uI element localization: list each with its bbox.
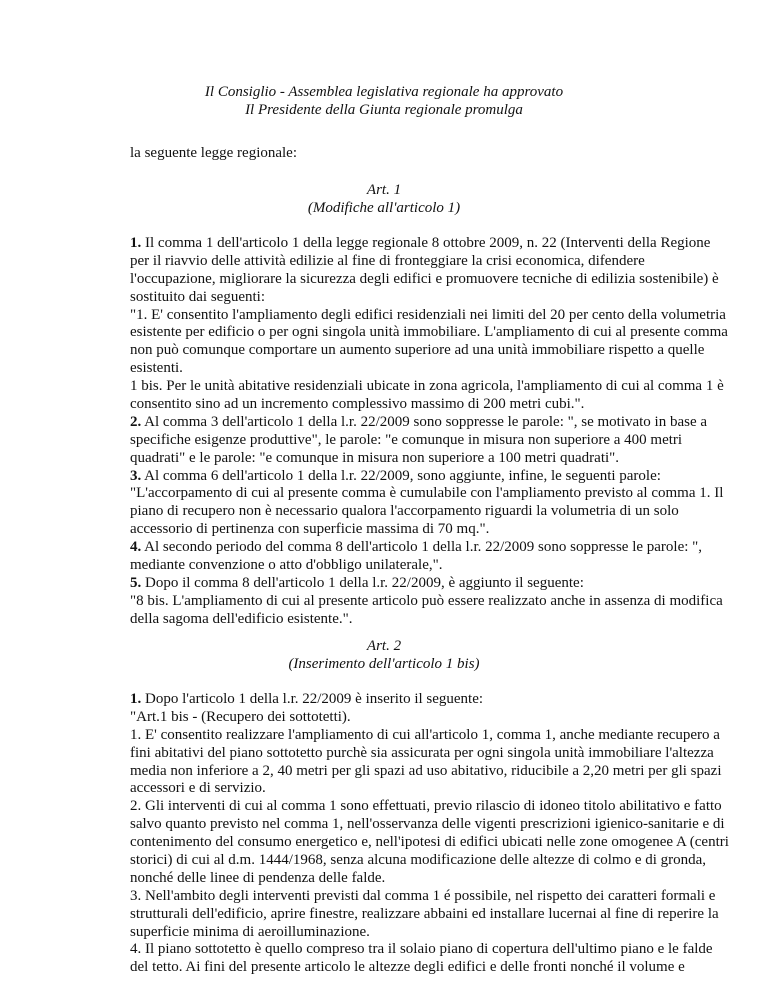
text-line [130,798,722,816]
text-line [130,467,661,486]
line-text: 4. Il piano sottotetto è quello compreso tra il solaio piano di copertura dell'ultimo piano e le falde [130,941,713,958]
line-text: 2. Gli interventi di cui al comma 1 sono effettuati, previo rilascio di idoneo titolo abilitativo e fatto [130,798,722,815]
text-line [130,378,724,396]
text-line [130,342,705,360]
line-text: salvo quanto previsto nel comma 1, nell'osservanza delle vigenti prescrizioni igienico-sanitarie e di [130,816,725,833]
text-line [130,270,719,289]
text-line [130,521,650,539]
line-text: mediante convenzione o atto d'obbligo unilaterale,". [130,557,443,574]
text-line [130,396,650,414]
text-line [130,726,720,745]
line-text: 3. Nell'ambito degli interventi previsti dal comma 1 é possibile, nel rispetto dei caratteri formali e [130,887,716,904]
line-text: della sagoma dell'edificio esistente.". [130,610,353,627]
text-line [130,834,729,852]
text-line [130,557,650,575]
line-text: quadrati" e le parole: "e comunque in misura non superiore a 100 metri quadrati". [130,449,620,466]
text-line [130,503,679,521]
line-text: media non inferiore a 2, 40 metri per gli spazi ad uso abitativo, riducibile a 2,20 metri per gli spazi [130,762,722,779]
line-text: accessori e di servizio. [130,780,266,797]
text-line [130,941,713,959]
text-line [130,324,728,342]
line-text: storici) di cui al d.m. 1444/1968, senza alcuna modificazione delle altezze di colmo e di gronda, [130,852,707,869]
line-text: piano di recupero non è necessario qualora l'accorpamento riguardi la volumetria di un solo [130,503,679,520]
intro-text: la seguente legge regionale: [130,145,298,161]
text-line [130,306,726,325]
text-line [130,709,650,727]
text-line [130,611,650,629]
line-text: 1 bis. Per le unità abitative residenziali ubicate in zona agricola, l'ampliamento di cui al comma 1 è [130,378,724,395]
header-line-promulgation: Il Presidente della Giunta regionale promulga [245,102,523,118]
line-text: per il riavvio delle attività edilizie al fine di fronteggiare la crisi economica, difendere [130,252,645,269]
paragraph-number: 1. [130,235,142,251]
text-line [130,905,719,924]
line-text: strutturali dell'edificio, aprire finestre, realizzare abbaini ed installare lucernai al fine di reperire la [130,905,719,922]
line-text: esistenti. [130,360,183,377]
text-line [130,539,703,557]
line-text: accessorio di pertinenza con superficie massima di 70 mq.". [130,521,490,538]
line-text: "1. E' consentito l'ampliamento degli edifici residenziali nei limiti del 20 per cento della volumetria [130,306,726,323]
text-line [130,360,650,378]
line-text: nonché delle linee di pendenza delle falde. [130,869,386,886]
line-text: esistente per edificio o per ogni singola unità immobiliare. L'ampliamento di cui al presente comma [130,324,728,341]
line-text: sostituito dai seguenti: [130,288,265,305]
text-line [130,852,707,870]
text-line [130,289,650,307]
paragraph-number: 1. [130,691,142,707]
line-text: Al comma 6 dell'articolo 1 della l.r. 22/2009, sono aggiunte, infine, le seguenti parole: [141,467,661,484]
promulgation-header [0,84,768,120]
paragraph-number: 3. [130,467,142,484]
line-text: "8 bis. L'ampliamento di cui al presente articolo può essere realizzato anche in assenza di modifica [130,592,723,609]
text-line [130,413,708,432]
line-text: consentito sino ad un incremento complessivo massimo di 200 metri cubi.". [130,396,585,413]
article-1-heading [0,182,768,218]
line-text: Al comma 3 dell'articolo 1 della l.r. 22/2009 sono soppresse le parole: ", se motivato in base a [141,413,708,430]
text-line [130,253,650,271]
line-text: contenimento del consumo energetico e, nell'ipotesi di edifici ubicati nelle zone omogenee A (centri [130,834,729,851]
article-1-subtitle: (Modifiche all'articolo 1) [307,200,461,216]
line-text: del tetto. Ai fini del presente articolo le altezze degli edifici e delle fronti nonché il volume e [130,959,685,976]
article-2-subtitle: (Inserimento dell'articolo 1 bis) [288,656,480,672]
text-line [130,762,722,781]
line-text: fini abitativi del piano sottotetto purchè sia assicurata per ogni singola unità immobiliare l'altezza [130,744,714,761]
text-line [130,575,650,593]
line-text: 1. E' consentito realizzare l'ampliamento di cui all'articolo 1, comma 1, anche mediante recupero a [130,726,720,743]
line-text: superficie minima di aeroilluminazione. [130,923,370,940]
article-1-title: Art. 1 [366,182,402,198]
text-line [130,592,723,611]
header-line-approval: Il Consiglio - Assemblea legislativa regionale ha approvato [204,84,564,100]
text-line [130,887,716,906]
line-text: l'occupazione, migliorare la sicurezza degli edifici e promuovere tecniche di edilizia sostenibile) è [130,270,719,287]
line-text: non può comunque comportare un aumento superiore ad una unità immobiliare rispetto a quelle [130,342,705,359]
text-line [130,816,725,834]
text-line [130,485,724,503]
paragraph-number: 4. [130,539,142,556]
line-text: "L'accorpamento di cui al presente comma è cumulabile con l'ampliamento previsto al comma 1. Il [130,485,724,502]
article-2-title: Art. 2 [366,638,402,654]
text-line [130,691,650,709]
article-2-body [130,691,729,977]
article-1-body [130,235,728,629]
text-line [130,235,711,253]
paragraph-number: 2. [130,413,142,430]
line-text: Al secondo periodo del comma 8 dell'articolo 1 della l.r. 22/2009 sono soppresse le parole: ", [141,539,703,556]
text-line [130,959,685,977]
line-text: Il comma 1 dell'articolo 1 della legge regionale 8 ottobre 2009, n. 22 (Interventi della Regione [141,235,711,251]
text-line [130,744,714,763]
line-text: "Art.1 bis - (Recupero dei sottotetti). [130,708,351,725]
text-line [130,450,650,468]
line-text: Dopo il comma 8 dell'articolo 1 della l.r. 22/2009, è aggiunto il seguente: [141,574,584,591]
paragraph-number: 5. [130,574,142,591]
text-line [130,870,650,888]
text-line [130,431,683,450]
text-line [130,924,650,942]
text-line [130,780,650,798]
line-text: specifiche esigenze produttive", le parole: "e comunque in misura non superiore a 400 metri [130,431,683,448]
article-2-heading [0,638,768,674]
line-text: Dopo l'articolo 1 della l.r. 22/2009 è inserito il seguente: [141,691,484,707]
